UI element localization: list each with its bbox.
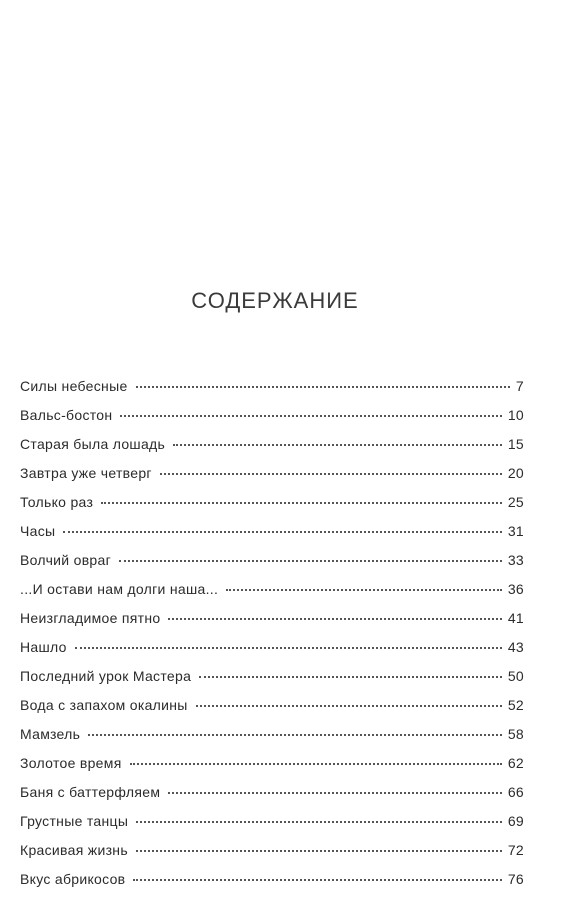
toc-entry-title: Только раз: [20, 494, 94, 510]
toc-entry-title: Последний урок Мастера: [20, 668, 192, 684]
toc-entry-title: Вальс-бостон: [20, 407, 113, 423]
toc-page-number: 41: [507, 610, 524, 626]
dot-leader: [88, 734, 502, 736]
toc-page-number: 36: [507, 581, 524, 597]
toc-page-number: 31: [507, 523, 524, 539]
toc-entry: [20, 726, 524, 755]
dot-leader: [168, 618, 501, 620]
dot-leader: [168, 792, 502, 794]
toc-entry: [20, 436, 524, 465]
toc-entry-title: Завтра уже четверг: [20, 465, 152, 481]
toc-entry: [20, 813, 524, 842]
toc-entry-title: Волчий овраг: [20, 552, 112, 568]
toc-page-number: 33: [507, 552, 524, 568]
dot-leader: [75, 647, 502, 649]
toc-entry: [20, 697, 524, 726]
toc-entry: [20, 610, 524, 639]
dot-leader: [160, 473, 502, 475]
toc-entry: [20, 523, 524, 552]
toc-page-number: 7: [515, 378, 524, 394]
toc-page-number: 25: [507, 494, 524, 510]
toc-entry-title: Красивая жизнь: [20, 842, 128, 858]
dot-leader: [173, 444, 502, 446]
toc-page-number: 20: [507, 465, 524, 481]
toc-entry: [20, 639, 524, 668]
page-title: СОДЕРЖАНИЕ: [191, 288, 359, 313]
toc-page-number: 15: [507, 436, 524, 452]
toc-entry: [20, 494, 524, 523]
toc-entry-title: Часы: [20, 523, 56, 539]
toc-page-number: 43: [507, 639, 524, 655]
toc-entry-title: Вкус абрикосов: [20, 871, 126, 887]
table-of-contents: [20, 378, 524, 900]
toc-page-number: 62: [507, 755, 524, 771]
toc-entry-title: Вода с запахом окалины: [20, 697, 188, 713]
dot-leader: [63, 531, 501, 533]
toc-page-number: 72: [507, 842, 524, 858]
dot-leader: [120, 415, 501, 417]
toc-entry: [20, 581, 524, 610]
toc-entry: [20, 407, 524, 436]
toc-entry-title: Грустные танцы: [20, 813, 129, 829]
dot-leader: [136, 386, 510, 388]
toc-page-number: 69: [507, 813, 524, 829]
toc-page-number: 52: [507, 697, 524, 713]
toc-page-number: 10: [507, 407, 524, 423]
dot-leader: [199, 676, 502, 678]
dot-leader: [226, 589, 502, 591]
toc-page-number: 58: [507, 726, 524, 742]
toc-entry: [20, 378, 524, 407]
toc-entry-title: Нашло: [20, 639, 67, 655]
toc-entry-title: Неизгладимое пятно: [20, 610, 161, 626]
toc-page-number: 50: [507, 668, 524, 684]
toc-entry-title: Старая была лошадь: [20, 436, 166, 452]
dot-leader: [136, 821, 502, 823]
dot-leader: [136, 850, 502, 852]
dot-leader: [119, 560, 502, 562]
toc-entry: [20, 755, 524, 784]
dot-leader: [130, 763, 502, 765]
toc-entry-title: Баня с баттерфляем: [20, 784, 161, 800]
toc-entry: [20, 871, 524, 900]
toc-page-number: 76: [507, 871, 524, 887]
toc-page-number: 66: [507, 784, 524, 800]
toc-entry: [20, 784, 524, 813]
toc-entry-title: ...И остави нам долги наша...: [20, 581, 219, 597]
toc-entry: [20, 842, 524, 871]
dot-leader: [133, 879, 501, 881]
dot-leader: [196, 705, 502, 707]
toc-entry-title: Золотое время: [20, 755, 122, 771]
dot-leader: [101, 502, 502, 504]
toc-entry-title: Силы небесные: [20, 378, 128, 394]
toc-entry: [20, 668, 524, 697]
toc-entry: [20, 465, 524, 494]
toc-entry: [20, 552, 524, 581]
toc-entry-title: Мамзель: [20, 726, 81, 742]
